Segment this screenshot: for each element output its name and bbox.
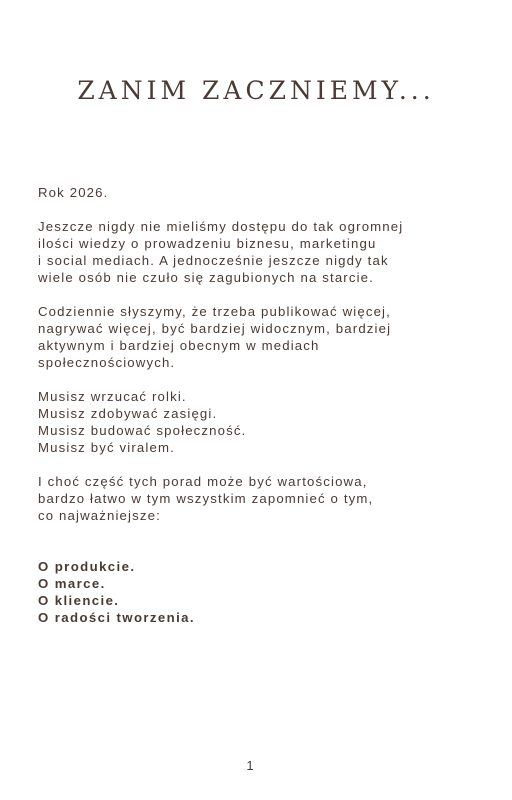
text-line: Codziennie słyszymy, że trzeba publikować więcej, (38, 304, 391, 319)
emphasis-line: O kliencie. (38, 593, 120, 608)
paragraph (38, 303, 478, 371)
text-line: społecznościowych. (38, 355, 176, 370)
text-line: ilości wiedzy o prowadzeniu biznesu, marketingu (38, 236, 377, 251)
text-line: Jeszcze nigdy nie mieliśmy dostępu do tak ogromnej (38, 219, 404, 234)
page-title: ZANIM ZACZNIEMY... (77, 76, 435, 105)
paragraph (38, 388, 478, 456)
body-text (38, 184, 478, 626)
text-line: I choć część tych porad może być wartościowa, (38, 474, 368, 489)
text-line: Musisz wrzucać rolki. (38, 389, 187, 404)
paragraph (38, 184, 478, 201)
emphasis-line: O produkcie. (38, 559, 136, 574)
text-line: Musisz być viralem. (38, 440, 175, 455)
paragraph-gap (38, 201, 478, 218)
text-line: Musisz budować społeczność. (38, 423, 247, 438)
text-line: bardzo łatwo w tym wszystkim zapomnieć o tym, (38, 491, 374, 506)
emphasis-line: O marce. (38, 576, 106, 591)
text-line: wiele osób nie czuło się zagubionych na starcie. (38, 270, 374, 285)
text-line: nagrywać więcej, być bardziej widocznym, bardziej (38, 321, 392, 336)
paragraph (38, 218, 478, 286)
text-line: Rok 2026. (38, 185, 109, 200)
text-line: co najważniejsze: (38, 508, 161, 523)
paragraph-gap (38, 371, 478, 388)
paragraph-gap (38, 456, 478, 473)
paragraph (38, 473, 478, 524)
emphasis-list (38, 558, 478, 626)
emphasis-line: O radości tworzenia. (38, 610, 195, 625)
text-line: i social mediach. A jednocześnie jeszcze nigdy tak (38, 253, 389, 268)
paragraph-gap (38, 286, 478, 303)
page-number: 1 (246, 758, 254, 773)
text-line: aktywnym i bardziej obecnym w mediach (38, 338, 320, 353)
text-line: Musisz zdobywać zasięgi. (38, 406, 218, 421)
